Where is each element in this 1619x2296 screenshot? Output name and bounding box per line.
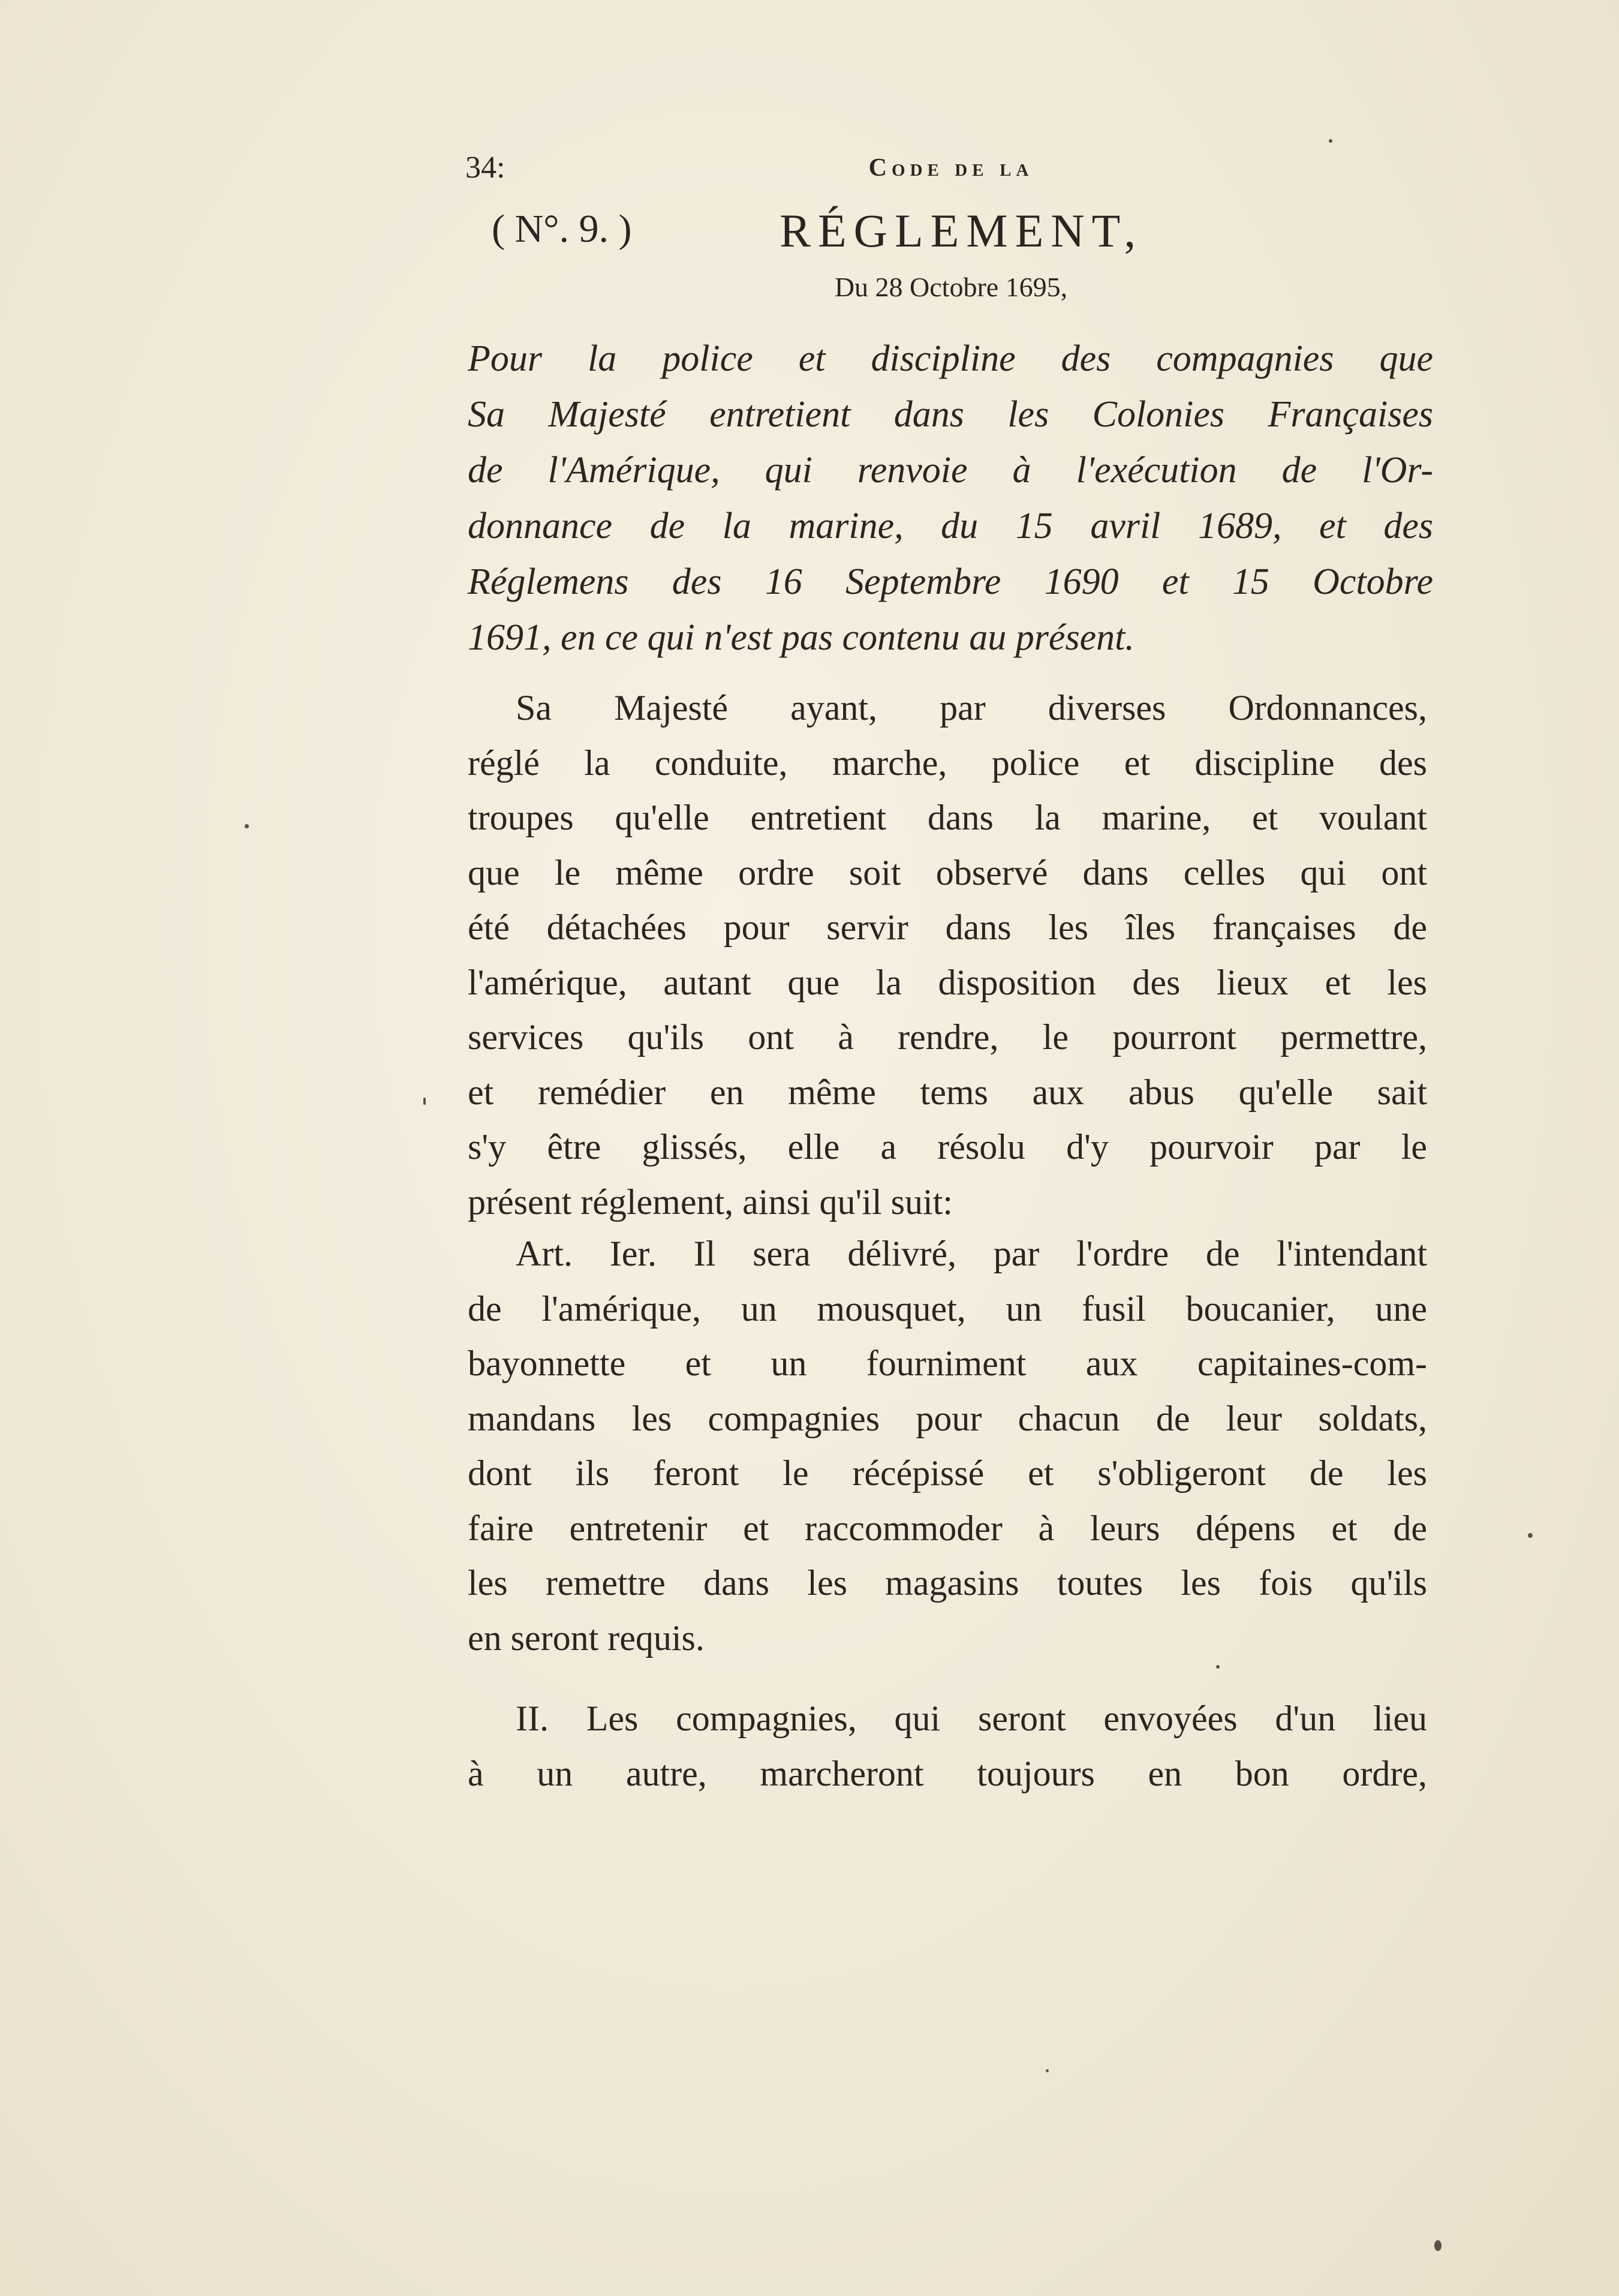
summary-line: de l'Amérique, qui renvoie à l'exécution de l'Or- bbox=[468, 450, 1433, 491]
document-heading bbox=[492, 204, 1427, 264]
text-line: Art. Ier. Il sera délivré, par l'ordre de l'intendant bbox=[516, 1234, 1427, 1273]
text-line: faire entretenir et raccommoder à leurs dépens et de bbox=[468, 1508, 1427, 1548]
text-line: en seront requis. bbox=[468, 1618, 705, 1658]
text-line: troupes qu'elle entretient dans la marine, et voulant bbox=[468, 798, 1427, 837]
text-line: s'y être glissés, elle a résolu d'y pourvoir par le bbox=[468, 1127, 1427, 1167]
paper-speck bbox=[1216, 1665, 1220, 1669]
text-line: bayonnette et un fourniment aux capitaines-com- bbox=[468, 1344, 1427, 1383]
running-head bbox=[465, 150, 1437, 192]
document-summary bbox=[468, 331, 1433, 666]
summary-line: donnance de la marine, du 15 avril 1689, et des bbox=[468, 506, 1433, 546]
paper-speck bbox=[1046, 2069, 1049, 2072]
text-line: dont ils feront le récépissé et s'obligeront de les bbox=[468, 1453, 1427, 1493]
paper-speck bbox=[423, 1098, 426, 1105]
text-line: Sa Majesté ayant, par diverses Ordonnances, bbox=[516, 688, 1427, 728]
text-line: présent réglement, ainsi qu'il suit: bbox=[468, 1182, 953, 1222]
summary-line: 1691, en ce qui n'est pas contenu au présent. bbox=[468, 617, 1134, 658]
paper-speck bbox=[1329, 139, 1332, 143]
text-line: et remédier en même tems aux abus qu'elle sait bbox=[468, 1072, 1427, 1112]
summary-line: Pour la police et discipline des compagnies que bbox=[468, 338, 1433, 379]
paper-speck bbox=[1434, 2240, 1442, 2251]
summary-line: Sa Majesté entretient dans les Colonies Françaises bbox=[468, 394, 1433, 435]
text-line: été détachées pour servir dans les îles françaises de bbox=[468, 907, 1427, 947]
text-line: II. Les compagnies, qui seront envoyées d'un lieu bbox=[516, 1699, 1427, 1738]
text-line: de l'amérique, un mousquet, un fusil boucanier, une bbox=[468, 1288, 1427, 1329]
page-number: 34: bbox=[465, 151, 505, 185]
document-title: RÉGLEMENT, bbox=[780, 205, 1143, 257]
preamble-paragraph bbox=[468, 681, 1427, 1230]
text-line: à un autre, marcheront toujours en bon ordre, bbox=[468, 1753, 1427, 1793]
text-line: réglé la conduite, marche, police et discipline des bbox=[468, 743, 1427, 783]
paper-speck bbox=[245, 824, 249, 828]
article-1-paragraph bbox=[468, 1227, 1427, 1666]
paper-speck bbox=[1528, 1533, 1533, 1538]
document-date: Du 28 Octobre 1695, bbox=[834, 272, 1068, 302]
text-line: services qu'ils ont à rendre, le pourront permettre, bbox=[468, 1017, 1427, 1057]
text-line: les remettre dans les magasins toutes les fois qu'ils bbox=[468, 1563, 1427, 1603]
text-line: l'amérique, autant que la disposition des lieux et les bbox=[468, 962, 1427, 1002]
text-line: que le même ordre soit observé dans celles qui ont bbox=[468, 852, 1427, 892]
text-line: mandans les compagnies pour chacun de leur soldats, bbox=[468, 1398, 1427, 1438]
document-number: ( N°. 9. ) bbox=[492, 207, 632, 251]
article-2-paragraph bbox=[468, 1691, 1427, 1801]
summary-line: Réglemens des 16 Septembre 1690 et 15 Octobre bbox=[468, 561, 1433, 602]
running-title: Code de la bbox=[868, 154, 1034, 182]
